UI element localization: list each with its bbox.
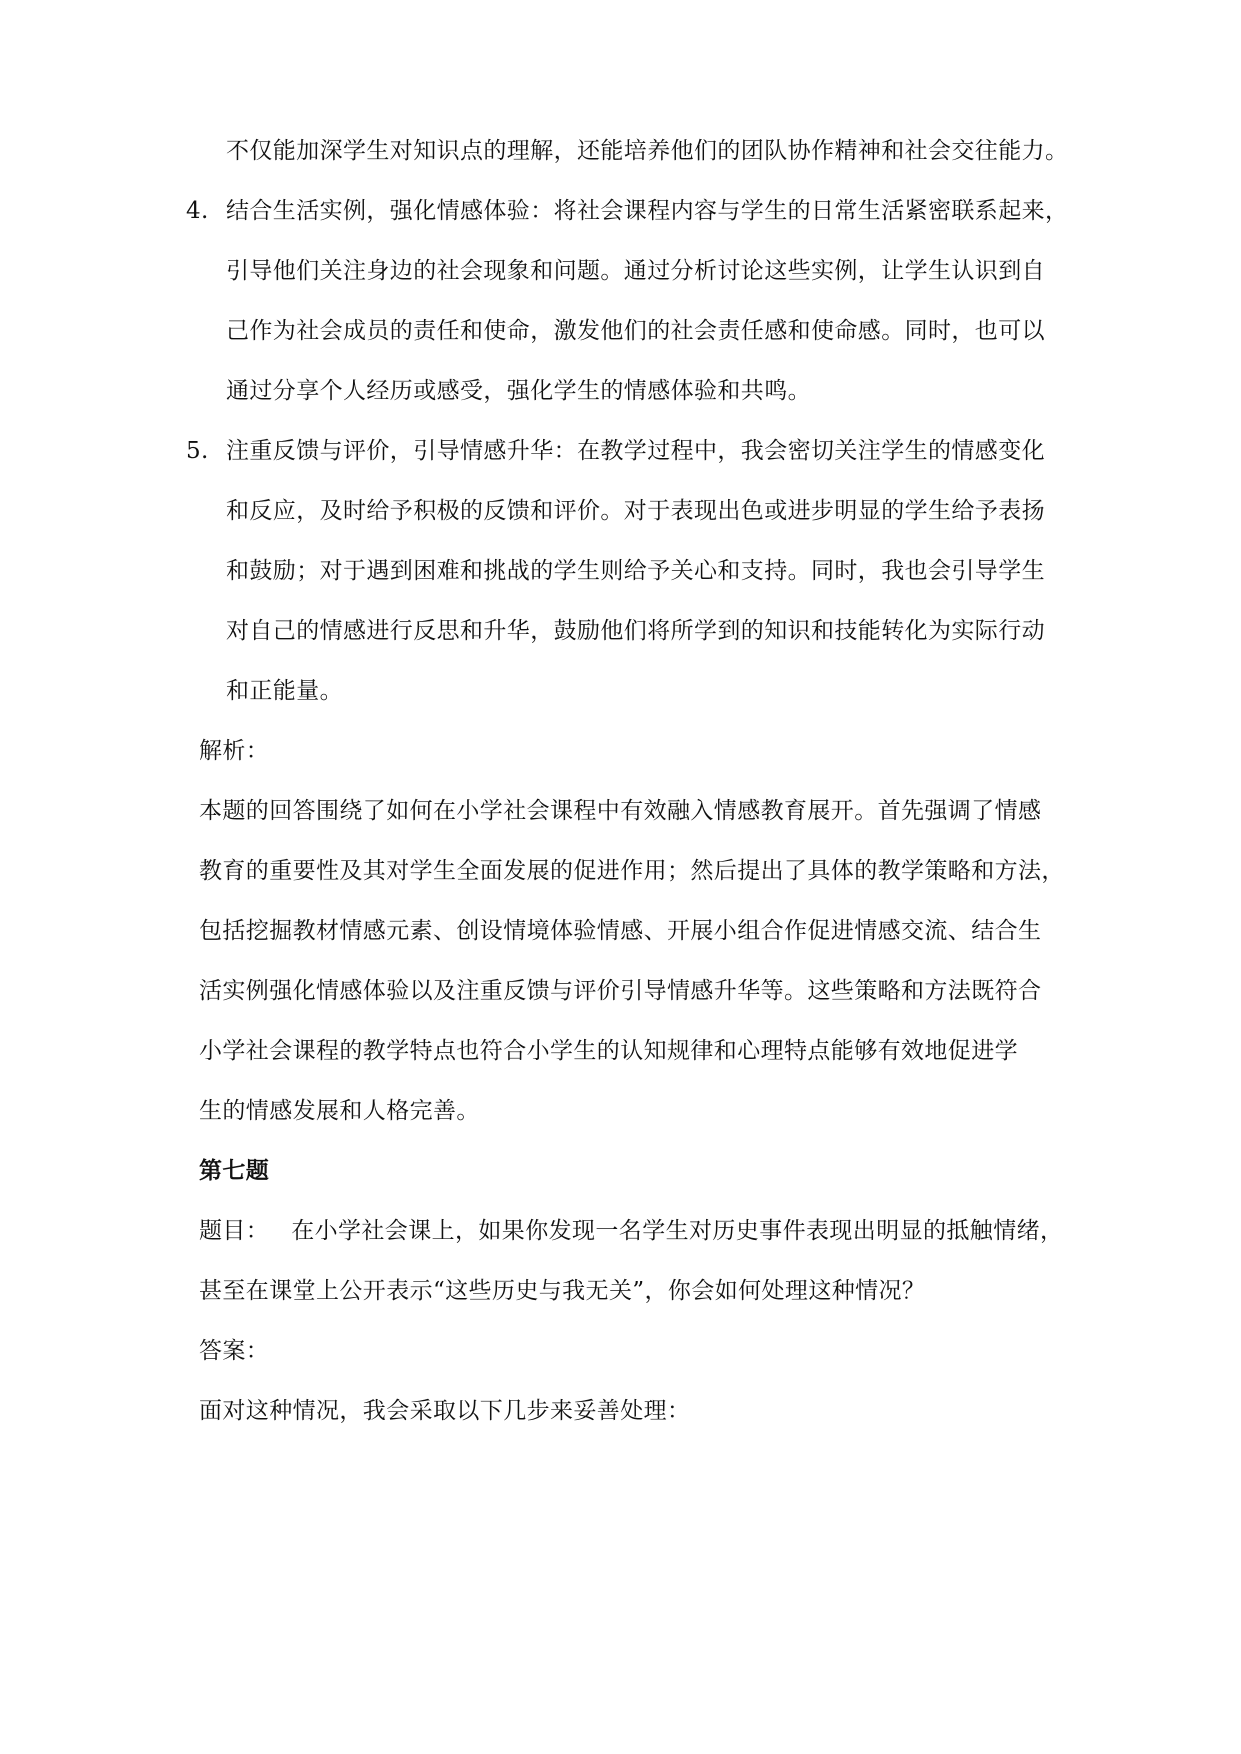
question-prompt-line-1	[199, 1216, 1063, 1246]
list-item-5-line-5: 和正能量。	[226, 678, 343, 704]
list-item-5-line-2: 和反应，及时给予积极的反馈和评价。对于表现出色或进步明显的学生给予表扬	[226, 498, 1045, 524]
analysis-line-3: 包括挖掘教材情感元素、创设情境体验情感、开展小组合作促进情感交流、结合生	[199, 918, 1042, 944]
analysis-line-6: 生的情感发展和人格完善。	[199, 1098, 480, 1124]
analysis-line-5: 小学社会课程的教学特点也符合小学生的认知规律和心理特点能够有效地促进学	[199, 1038, 1018, 1064]
question-heading: 第七题	[199, 1158, 270, 1184]
list-item-4-line-2: 引导他们关注身边的社会现象和问题。通过分析讨论这些实例，让学生认识到自	[226, 258, 1045, 284]
analysis-line-2: 教育的重要性及其对学生全面发展的促进作用；然后提出了具体的教学策略和方法，	[199, 858, 1065, 884]
analysis-label: 解析：	[199, 738, 270, 764]
list-item-number-4: 4.	[186, 198, 209, 224]
answer-label: 答案：	[199, 1338, 270, 1364]
list-item-5-line-3: 和鼓励；对于遇到困难和挑战的学生则给予关心和支持。同时，我也会引导学生	[226, 558, 1045, 584]
question-prompt-label: 题目：	[199, 1218, 270, 1244]
list-item-5-line-4: 对自己的情感进行反思和升华，鼓励他们将所学到的知识和技能转化为实际行动	[226, 618, 1045, 644]
list-item-5-line-1: 注重反馈与评价，引导情感升华：在教学过程中，我会密切关注学生的情感变化	[226, 438, 1045, 464]
list-item-4-line-3: 己作为社会成员的责任和使命，激发他们的社会责任感和使命感。同时，也可以	[226, 318, 1045, 344]
list-item-number-5: 5.	[186, 438, 209, 464]
continuation-line: 不仅能加深学生对知识点的理解，还能培养他们的团队协作精神和社会交往能力。	[226, 138, 1069, 164]
list-item-4-line-1: 结合生活实例，强化情感体验：将社会课程内容与学生的日常生活紧密联系起来，	[226, 198, 1069, 224]
question-prompt-line-2: 甚至在课堂上公开表示“这些历史与我无关”，你会如何处理这种情况？	[199, 1278, 926, 1304]
question-prompt-text-1: 在小学社会课上，如果你发现一名学生对历史事件表现出明显的抵触情绪，	[291, 1218, 1064, 1244]
answer-intro: 面对这种情况，我会采取以下几步来妥善处理：	[199, 1398, 691, 1424]
analysis-line-1: 本题的回答围绕了如何在小学社会课程中有效融入情感教育展开。首先强调了情感	[199, 798, 1042, 824]
analysis-line-4: 活实例强化情感体验以及注重反馈与评价引导情感升华等。这些策略和方法既符合	[199, 978, 1042, 1004]
list-item-4-line-4: 通过分享个人经历或感受，强化学生的情感体验和共鸣。	[226, 378, 811, 404]
